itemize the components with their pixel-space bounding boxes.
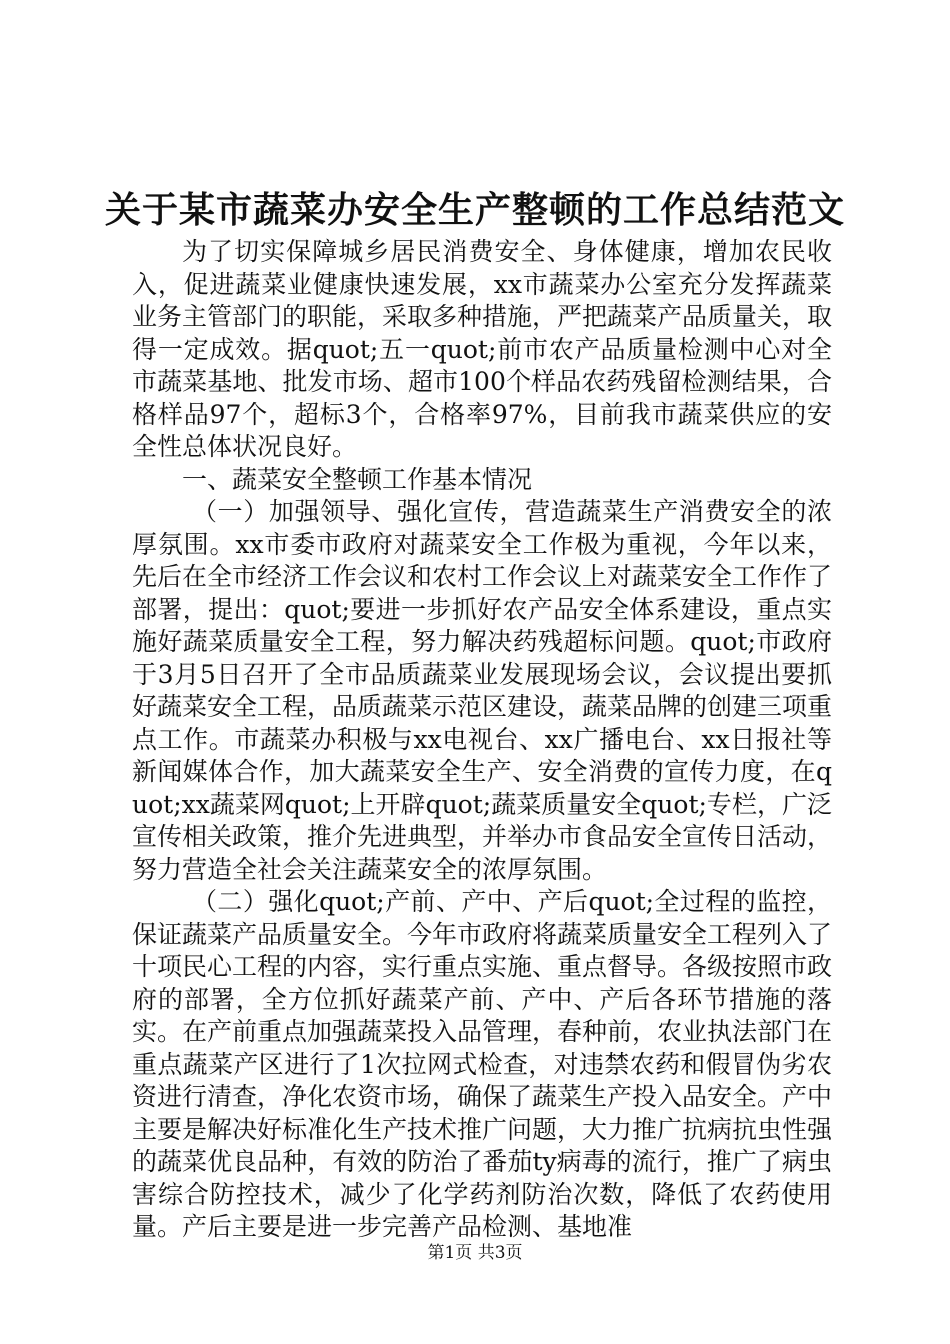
paragraph-subsection-1: （一）加强领导、强化宣传，营造蔬菜生产消费安全的浓厚氛围。xx市委市政府对蔬菜安全工作极为重视，今年以来，先后在全市经济工作会议和农村工作会议上对蔬菜安全工作作了部署，提出：quot;要进一步抓好农产品安全体系建设，重点实施好蔬菜质量安全工程，努力解决药残超标问题。quot;市政府于3月5日召开了全市品质蔬菜业发展现场会议，会议提出要抓好蔬菜安全工程，品质蔬菜示范区建设，蔬菜品牌的创建三项重点工作。市蔬菜办积极与xx电视台、xx广播电台、xx日报社等新闻媒体合作，加大蔬菜安全生产、安全消费的宣传力度，在quot;xx蔬菜网quot;上开辟quot;蔬菜质量安全quot;专栏，广泛宣传相关政策，推介先进典型，并举办市食品安全宣传日活动，努力营造全社会关注蔬菜安全的浓厚氛围。 [132, 497, 833, 884]
page-number: 第1页 共3页 [427, 1243, 523, 1263]
paragraph-intro: 为了切实保障城乡居民消费安全、身体健康，增加农民收入，促进蔬菜业健康快速发展，xx市蔬菜办公室充分发挥蔬菜业务主管部门的职能，采取多种措施，严把蔬菜产品质量关，取得一定成效。据quot;五一quot;前市农产品质量检测中心对全市蔬菜基地、批发市场、超市100个样品农药残留检测结果，合格样品97个，超标3个，合格率97%，目前我市蔬菜供应的安全性总体状况良好。 [132, 237, 833, 461]
document-title: 关于某市蔬菜办安全生产整顿的工作总结范文 [104, 189, 845, 231]
document-body [132, 236, 832, 1244]
paragraph-subsection-2: （二）强化quot;产前、产中、产后quot;全过程的监控，保证蔬菜产品质量安全。今年市政府将蔬菜质量安全工程列入了十项民心工程的内容，实行重点实施、重点督导。各级按照市政府的部署，全方位抓好蔬菜产前、产中、产后各环节措施的落实。在产前重点加强蔬菜投入品管理，春种前，农业执法部门在重点蔬菜产区进行了1次拉网式检查，对违禁农药和假冒伪劣农资进行清查，净化农资市场，确保了蔬菜生产投入品安全。产中主要是解决好标准化生产技术推广问题，大力推广抗病抗虫性强的蔬菜优良品种，有效的防治了番茄ty病毒的流行，推广了病虫害综合防控技术，减少了化学药剂防治次数，降低了农药使用量。产后主要是进一步完善产品检测、基地准 [132, 887, 833, 1241]
section-heading: 一、蔬菜安全整顿工作基本情况 [182, 464, 533, 494]
